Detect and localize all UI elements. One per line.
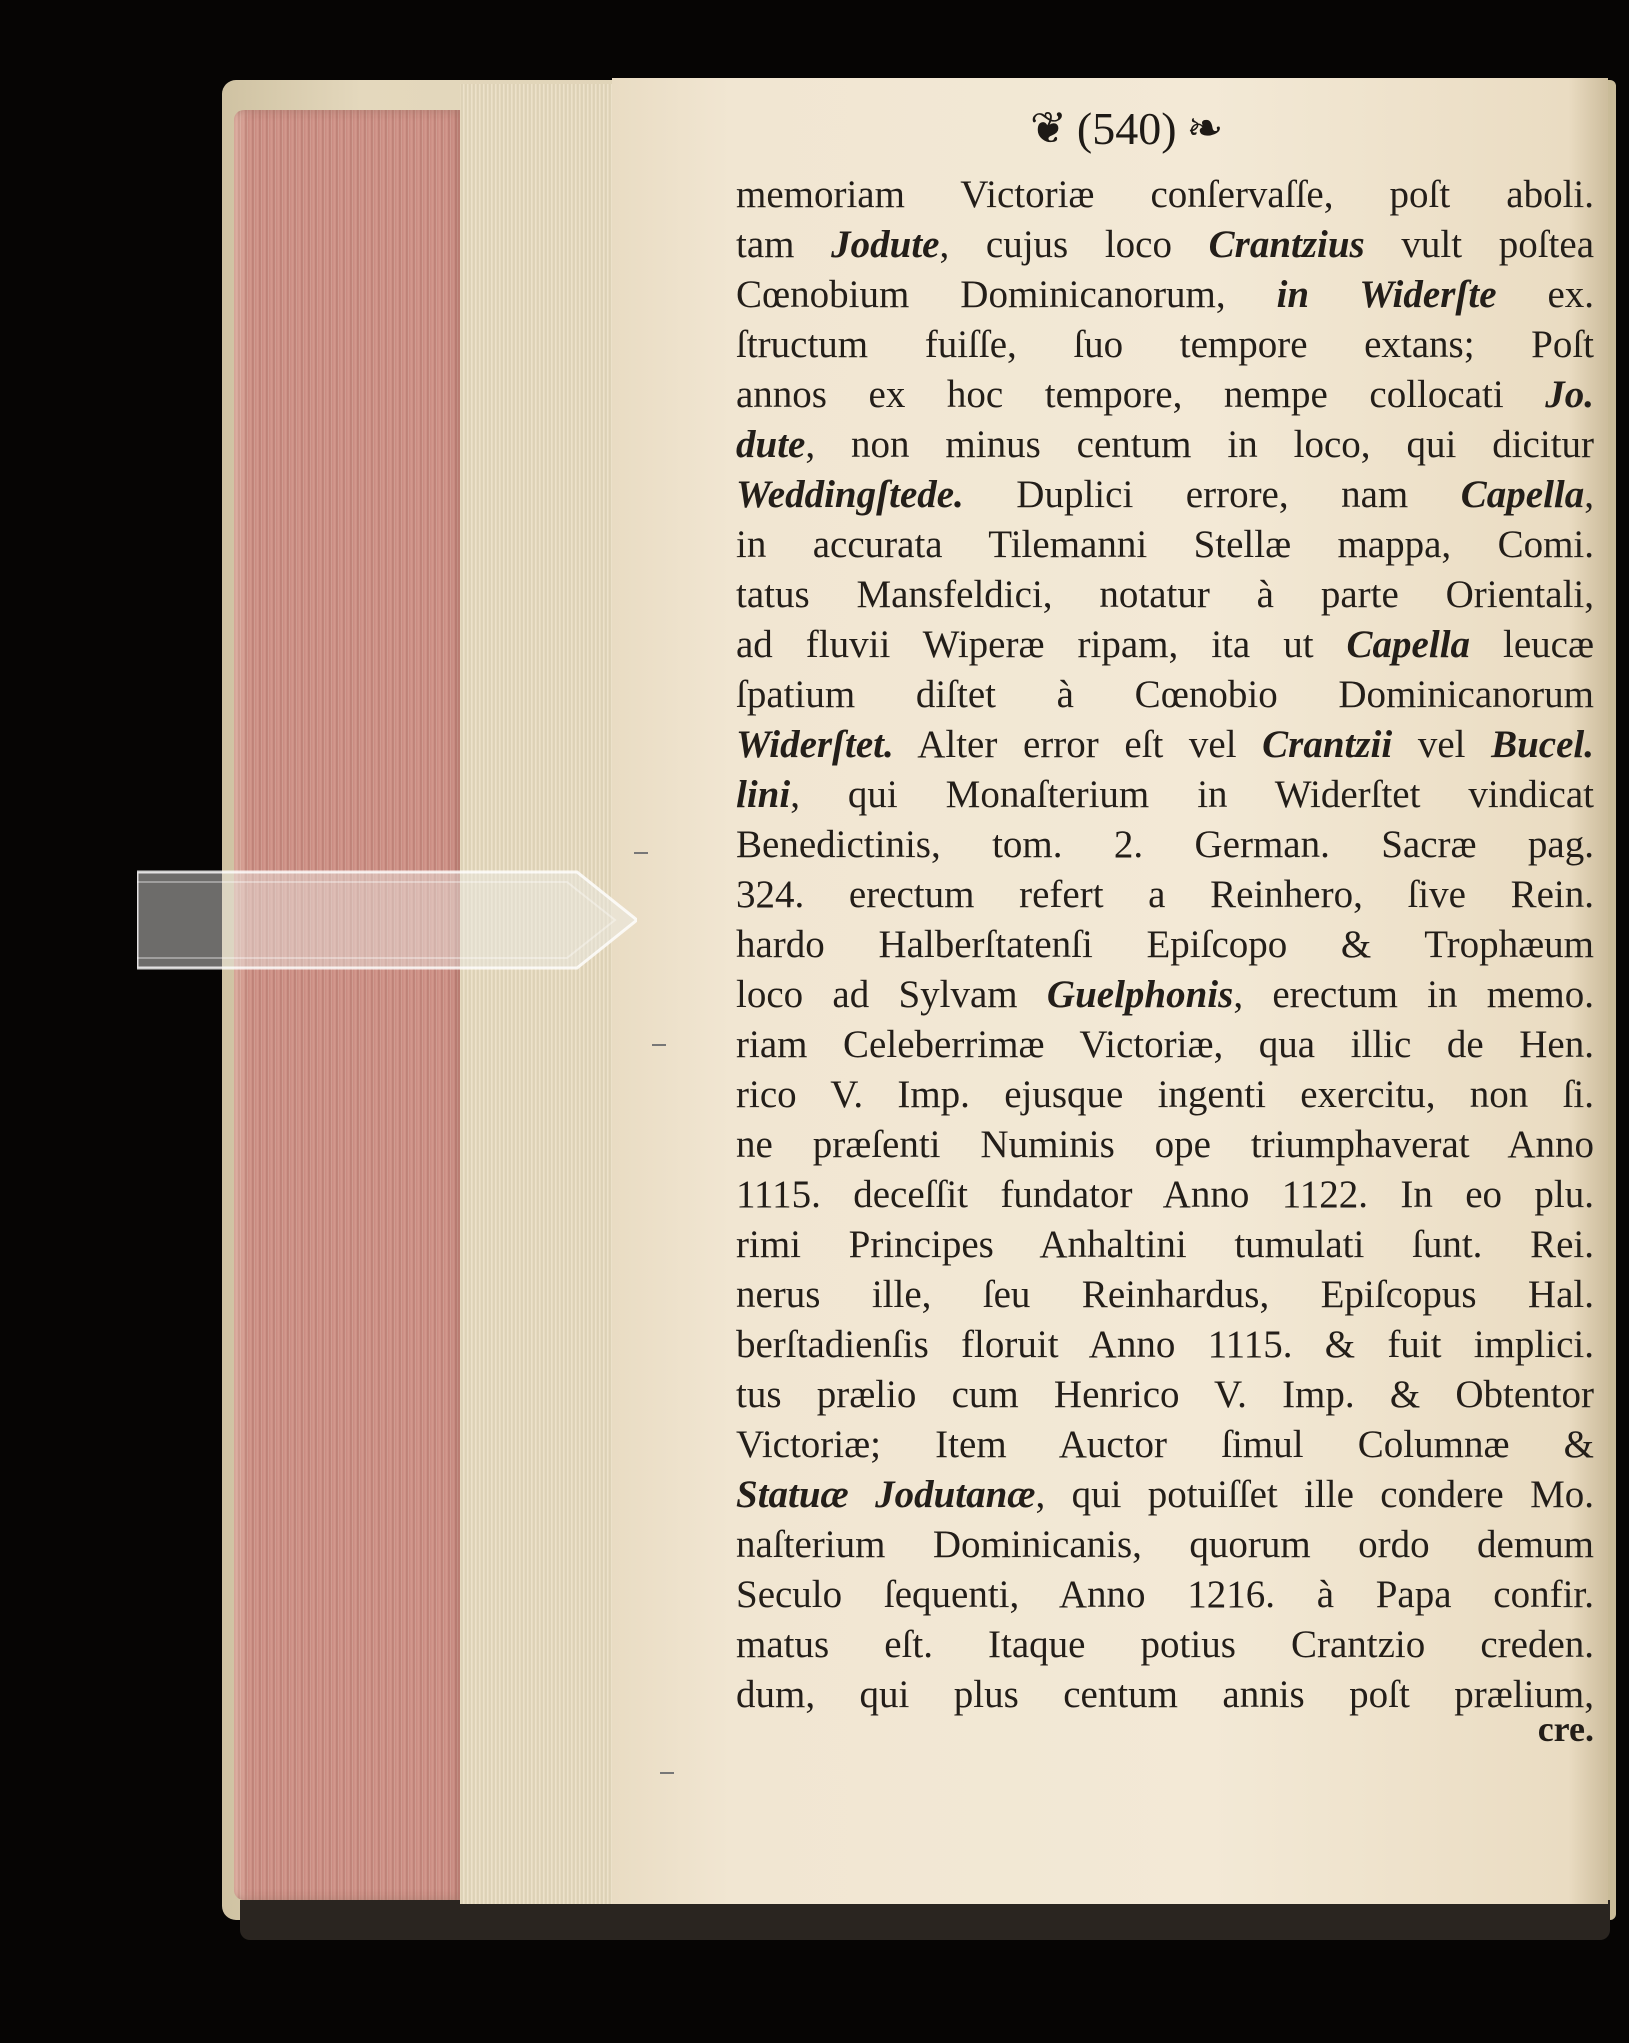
text-segment: Victoriæ; Item Auctor ſimul Columnæ &: [736, 1423, 1594, 1466]
text-line: [736, 1120, 1594, 1170]
text-line: [736, 620, 1594, 670]
italic-text: Capella: [1460, 473, 1585, 516]
text-segment: Benedictinis, tom. 2. German. Sacræ pag.: [736, 823, 1594, 866]
margin-mark: [660, 1772, 674, 1774]
text-line: [736, 1520, 1594, 1570]
text-line: [736, 570, 1594, 620]
text-segment: 1115. deceſſit fundator Anno 1122. In eo plu.: [736, 1173, 1594, 1216]
book-cover-bottom: [240, 1900, 1610, 1940]
text-line: [736, 1070, 1594, 1120]
text-segment: hardo Halberſtatenſi Epiſcopo & Trophæum: [736, 923, 1594, 966]
text-segment: rimi Principes Anhaltini tumulati ſunt. Rei.: [736, 1223, 1594, 1266]
italic-text: Jodute: [831, 223, 940, 266]
page-header: [1030, 100, 1223, 156]
page-block-edges: [234, 110, 466, 1900]
text-line: [736, 820, 1594, 870]
text-segment: , qui Monaſterium in Widerſtet vindicat: [790, 773, 1594, 816]
italic-text: Capella: [1346, 623, 1471, 666]
text-segment: vult poſtea: [1364, 223, 1594, 266]
text-segment: memoriam Victoriæ conſervaſſe, poſt aboli.: [736, 173, 1594, 216]
text-line: [736, 1270, 1594, 1320]
ornament-right-icon: ❧: [1186, 102, 1224, 154]
text-segment: , non minus centum in loco, qui dicitur: [805, 423, 1594, 466]
italic-text: lini: [736, 773, 791, 816]
body-text: [736, 170, 1594, 1720]
italic-text: Crantzii: [1262, 723, 1393, 766]
text-segment: annos ex hoc tempore, nempe collocati: [736, 373, 1546, 416]
italic-text: in Widerſte: [1276, 273, 1497, 316]
text-segment: Alter error eſt vel: [893, 723, 1263, 766]
text-line: [736, 370, 1594, 420]
text-segment: tatus Mansfeldici, notatur à parte Orientali,: [736, 573, 1594, 616]
text-segment: vel: [1392, 723, 1492, 766]
text-segment: ſpatium diſtet à Cœnobio Dominicanorum: [736, 673, 1594, 716]
text-segment: , cujus loco: [939, 223, 1209, 266]
text-segment: dum, qui plus centum annis poſt prælium,: [736, 1673, 1594, 1716]
page-stack: [460, 84, 620, 1904]
text-line: [736, 170, 1594, 220]
text-segment: Seculo ſequenti, Anno 1216. à Papa confir.: [736, 1573, 1594, 1616]
text-line: [736, 1620, 1594, 1670]
text-line: [736, 1020, 1594, 1070]
text-line: [736, 420, 1594, 470]
text-segment: nerus ille, ſeu Reinhardus, Epiſcopus Hal.: [736, 1273, 1594, 1316]
text-segment: 324. erectum refert a Reinhero, ſive Rein.: [736, 873, 1594, 916]
text-segment: berſtadienſis floruit Anno 1115. & fuit implici.: [736, 1323, 1594, 1366]
catchword: cre.: [1537, 1709, 1594, 1749]
italic-text: dute: [736, 423, 806, 466]
text-segment: tam: [736, 223, 832, 266]
text-line: [736, 470, 1594, 520]
margin-mark: [652, 1044, 666, 1046]
text-line: [736, 1670, 1594, 1720]
italic-text: Crantzius: [1208, 223, 1365, 266]
text-segment: Cœnobium Dominicanorum,: [736, 273, 1277, 316]
text-line: [736, 970, 1594, 1020]
text-line: [736, 720, 1594, 770]
text-segment: Duplici errore, nam: [963, 473, 1461, 516]
text-segment: leucæ: [1470, 623, 1594, 666]
text-line: [736, 1370, 1594, 1420]
text-line: [736, 520, 1594, 570]
italic-text: Bucel.: [1491, 723, 1594, 766]
text-line: [736, 320, 1594, 370]
text-line: [736, 1420, 1594, 1470]
text-segment: ad fluvii Wiperæ ripam, ita ut: [736, 623, 1347, 666]
text-line: [736, 920, 1594, 970]
italic-text: Jo.: [1545, 373, 1594, 416]
text-line: [736, 1320, 1594, 1370]
italic-text: Statuæ Jodutanæ: [736, 1473, 1036, 1516]
bookmark-strip: [137, 868, 637, 972]
text-segment: ne præſenti Numinis ope triumphaverat Anno: [736, 1123, 1594, 1166]
text-line: [736, 1470, 1594, 1520]
text-line: [736, 870, 1594, 920]
text-segment: tus prælio cum Henrico V. Imp. & Obtentor: [736, 1373, 1594, 1416]
ornament-left-icon: ❦: [1030, 102, 1067, 154]
text-segment: matus eſt. Itaque potius Crantzio creden.: [736, 1623, 1594, 1666]
text-segment: , qui potuiſſet ille condere Mo.: [1035, 1473, 1594, 1516]
text-line: [736, 220, 1594, 270]
text-segment: , erectum in memo.: [1233, 973, 1594, 1016]
italic-text: Guelphonis: [1046, 973, 1234, 1016]
text-segment: ex.: [1496, 273, 1594, 316]
text-line: [736, 770, 1594, 820]
italic-text: Weddingſtede.: [736, 473, 964, 516]
italic-text: Widerſtet.: [736, 723, 894, 766]
text-line: [736, 1220, 1594, 1270]
text-segment: ,: [1584, 473, 1594, 516]
text-line: [736, 270, 1594, 320]
page-number: (540): [1076, 102, 1177, 154]
text-segment: in accurata Tilemanni Stellæ mappa, Comi.: [736, 523, 1594, 566]
text-line: [736, 1170, 1594, 1220]
text-segment: naſterium Dominicanis, quorum ordo demum: [736, 1523, 1594, 1566]
text-segment: rico V. Imp. ejusque ingenti exercitu, non ſi.: [736, 1073, 1594, 1116]
text-line: [736, 670, 1594, 720]
text-segment: ſtructum fuiſſe, ſuo tempore extans; Poſt: [736, 323, 1594, 366]
text-segment: loco ad Sylvam: [736, 973, 1047, 1016]
text-segment: riam Celeberrimæ Victoriæ, qua illic de Hen.: [736, 1023, 1594, 1066]
margin-mark: [634, 852, 648, 854]
text-line: [736, 1570, 1594, 1620]
